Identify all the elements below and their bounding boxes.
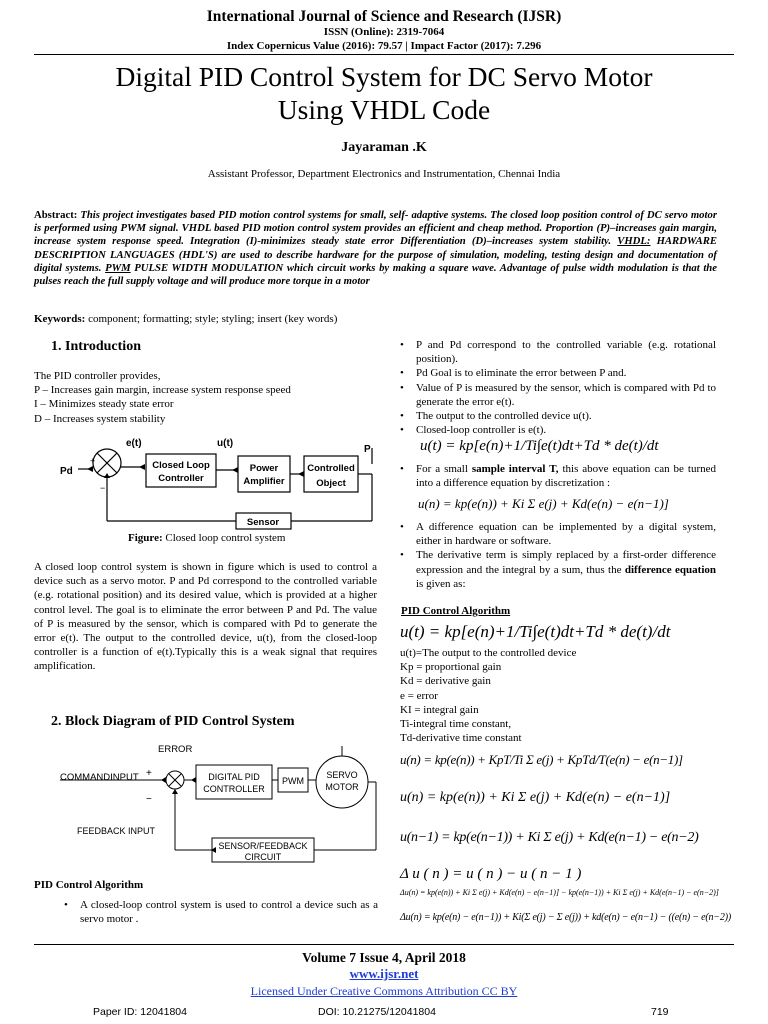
definition: Kd = derivative gain	[400, 675, 491, 688]
amp-label-2: Amplifier	[243, 476, 285, 487]
list-item: • The derivative term is simply replaced by a first-order difference expression and the integral by a sum, thus the difference equation is given as:	[398, 548, 716, 591]
paper-title: Digital PID Control System for DC Servo Motor Using VHDL Code	[115, 61, 653, 125]
pwm-label: PWM	[282, 776, 304, 786]
feedback-input-label: FEEDBACK INPUT	[77, 826, 156, 836]
definition: Kp = proportional gain	[400, 661, 502, 674]
equation-7: Δ u ( n ) = u ( n ) − u ( n − 1 )	[400, 866, 582, 882]
right-bullets-1	[398, 338, 716, 437]
sensor-label-1: SENSOR/FEEDBACK	[218, 841, 308, 851]
definition: KI = integral gain	[400, 703, 479, 716]
equation-6: u(n−1) = kp(e(n−1)) + Ki Σ e(j) + Kd(e(n−1) − e(n−2)	[400, 830, 699, 845]
definition: Ti-integral time constant,	[400, 718, 512, 731]
figure-caption: Figure: Closed loop control system	[128, 532, 286, 544]
equation-3: u(t) = kp[e(n)+1/Ti∫e(t)dt+Td * de(t)/dt	[400, 622, 671, 641]
definition: Td-derivative time constant	[400, 732, 522, 745]
header-rule	[34, 54, 734, 55]
object-label-1: Controlled	[307, 463, 355, 474]
list-item: • The output to the controlled device u(t).	[398, 409, 716, 423]
section2-heading: 2. Block Diagram of PID Control System	[51, 714, 295, 729]
journal-url-link[interactable]: www.ijsr.net	[349, 966, 419, 981]
command-input-label: COMMANDINPUT	[60, 772, 139, 783]
right-algo-heading: PID Control Algorithm	[401, 605, 511, 617]
p-label: P	[364, 444, 371, 455]
right-bullets-2	[398, 462, 716, 490]
equation-9: Δu(n) = kp(e(n) − e(n−1)) + Ki(Σ e(j) − Σ e(j)) + kd(e(n) − e(n−1) − ((e(n) − e(n−2))	[400, 912, 731, 923]
definition: u(t)=The output to the controlled device	[400, 647, 577, 659]
page-number: 719	[651, 1006, 669, 1018]
sensor-label: Sensor	[246, 517, 280, 528]
minus-sign: −	[100, 483, 106, 493]
intro-paragraph: A closed loop control system is shown in figure which is used to control a device such as a servo motor. P and Pd correspond to the controlled variable (e.g. rotational position) and its desired value, which is provided at a higher control level. The goal is to eliminate the error between P and Pd. The value of P is measured by the sensor, which is compared with Pd to generate the error e(t). The output to the controlled device, u(t), from the closed-loop controller is a function of e(t).Typically this is a weak signal that requires amplification.	[34, 561, 377, 673]
equation-8: Δu(n) = kp(e(n)) + Ki Σ e(j) + Kd(e(n) − e(n−1)] − kp(e(n−1)) + Ki Σ e(j) + Kd(e(n−1) − e(n−2)]	[400, 888, 719, 897]
intro-line: The PID controller provides,	[34, 370, 161, 382]
affiliation: Assistant Professor, Department Electronics and Instrumentation, Chennai India	[207, 168, 561, 180]
right-bullets-3	[398, 520, 716, 591]
intro-list	[34, 369, 374, 426]
volume-info: Volume 7 Issue 4, April 2018	[302, 950, 466, 965]
list-item: • A closed-loop control system is used to control a device such as a servo motor .	[62, 898, 378, 926]
plus-sign: +	[90, 456, 96, 466]
plus-sign: +	[146, 768, 152, 779]
minus-sign: −	[146, 794, 152, 805]
dpid-label-2: CONTROLLER	[203, 784, 265, 794]
doi: DOI: 10.21275/12041804	[318, 1006, 436, 1018]
definition: e = error	[400, 689, 438, 702]
pid-block-diagram	[60, 740, 380, 870]
servo-label-2: MOTOR	[325, 782, 359, 792]
keywords: Keywords: component; formatting; style; styling; insert (key words)	[34, 313, 338, 325]
journal-issn: ISSN (Online): 2319-7064	[323, 26, 445, 38]
pd-label: Pd	[60, 466, 73, 477]
left-bullets	[62, 898, 378, 926]
amp-label-1: Power	[249, 463, 279, 474]
equation-2: u(n) = kp(e(n)) + Ki Σ e(j) + Kd(e(n) − e(n−1)]	[418, 496, 669, 511]
ut-label: u(t)	[217, 438, 234, 449]
dpid-label-1: DIGITAL PID	[208, 772, 260, 782]
intro-line: I – Minimizes steady state error	[34, 398, 174, 411]
intro-line: P – Increases gain margin, increase system response speed	[34, 384, 291, 397]
author: Jayaraman .K	[341, 140, 427, 155]
error-label: ERROR	[158, 744, 193, 755]
equation-5: u(n) = kp(e(n)) + Ki Σ e(j) + Kd(e(n) − e(n−1)]	[400, 790, 671, 805]
servo-label-1: SERVO	[326, 770, 358, 780]
list-item: • A difference equation can be implemented by a digital system, either in hardware or software.	[398, 520, 716, 548]
et-label: e(t)	[126, 438, 142, 449]
sensor-label-2: CIRCUIT	[244, 852, 282, 862]
list-item: • P and Pd correspond to the controlled variable (e.g. rotational position).	[398, 338, 716, 366]
journal-name: International Journal of Science and Research (IJSR)	[206, 8, 562, 25]
list-item: • Closed-loop controller is e(t).	[398, 423, 716, 437]
closed-loop-figure	[60, 434, 380, 534]
footer-rule	[34, 944, 734, 945]
abstract: Abstract: This project investigates based PID motion control systems for small, self- adaptive systems. The closed loop position control of DC servo motor is performed using PWM signal. VHDL based PID motion control system provides an efficient and cheap method. Proportion (P)–increases gain margin, increase system response speed. Integration (I)-minimizes steady state error Differentiation (D)–increases system stability. VHDL: HARDWARE DESCRIPTION LANGUAGES (HDL'S) are used to describe hardware for the purpose of simulation, modeling, testing design and documentation of digital systems. PWM PULSE WIDTH MODULATION which circuit works by making a square wave. Advantage of pulse width modulation is that the pulses reach the full supply voltage and will produce more torque in a motor	[34, 209, 718, 288]
journal-index: Index Copernicus Value (2016): 79.57 | Impact Factor (2017): 7.296	[226, 40, 542, 52]
definitions	[400, 646, 716, 745]
left-algo-heading: PID Control Algorithm	[34, 879, 144, 891]
intro-line: D – Increases system stability	[34, 412, 166, 425]
equation-4: u(n) = kp(e(n)) + KpT/Ti Σ e(j) + KpTd/T(e(n) − e(n−1)]	[400, 752, 683, 767]
license-link[interactable]: Licensed Under Creative Commons Attribution CC BY	[250, 984, 518, 998]
paper-id: Paper ID: 12041804	[93, 1006, 187, 1018]
controller-label-2: Controller	[158, 473, 204, 484]
list-item: • Value of P is measured by the sensor, which is compared with Pd to generate the error e(t).	[398, 381, 716, 409]
equation-1: u(t) = kp[e(n)+1/Ti∫e(t)dt+Td * de(t)/dt	[420, 438, 659, 454]
intro-heading: 1. Introduction	[51, 339, 141, 354]
object-label-2: Object	[316, 478, 346, 489]
controller-label-1: Closed Loop	[152, 460, 210, 471]
list-item: • For a small sample interval T, this above equation can be turned into a difference equation by discretization :	[398, 462, 716, 490]
list-item: • Pd Goal is to eliminate the error between P and.	[398, 366, 716, 380]
